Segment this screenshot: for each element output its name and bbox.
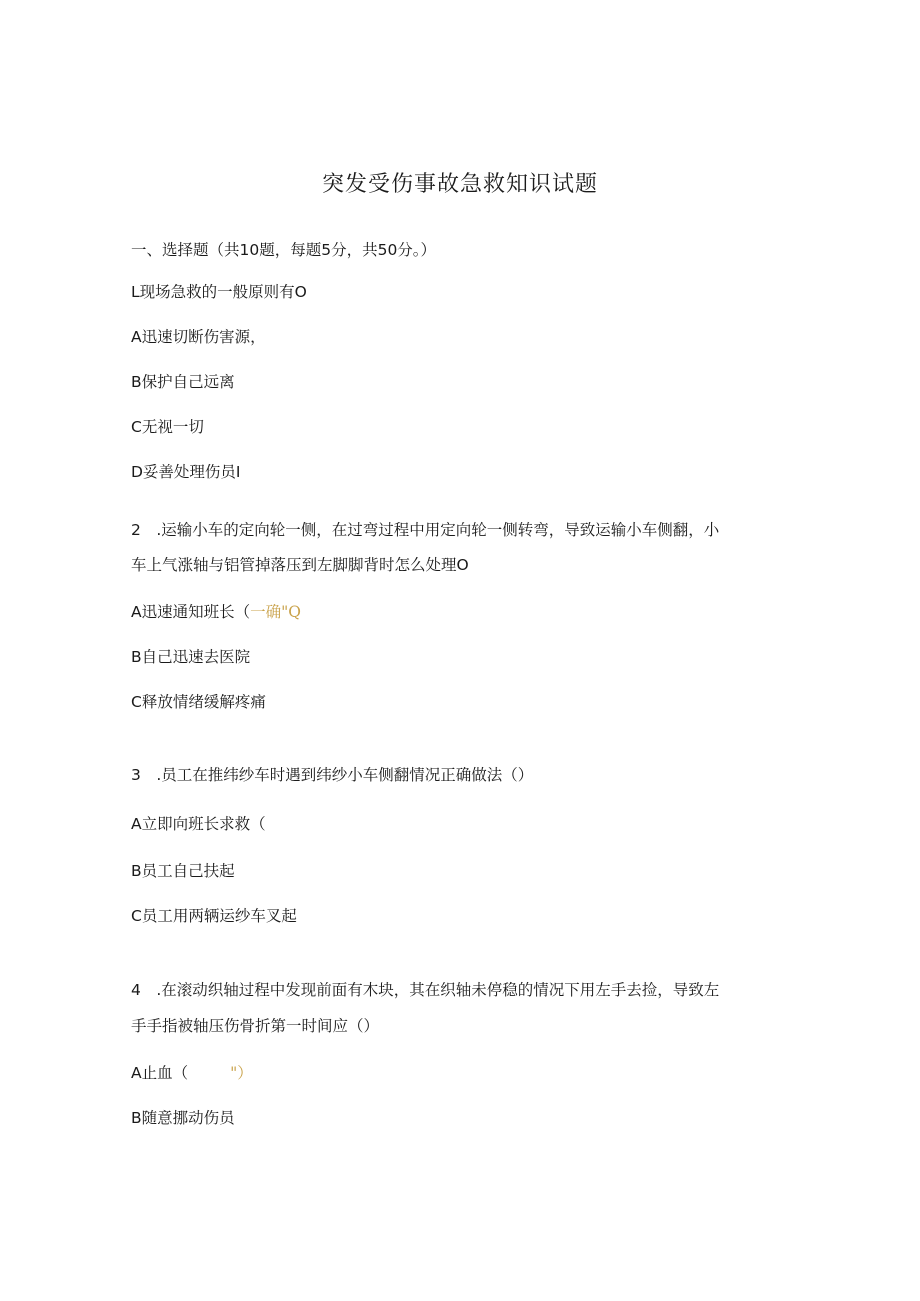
- q2-option-a: [131, 601, 301, 623]
- q2-option-b: B自己迅速去医院: [131, 648, 251, 666]
- q1-option-c: C无视一切: [131, 418, 204, 436]
- question-1-stem: L现场急救的一般原则有O: [131, 283, 307, 301]
- q4-option-b: B随意挪动伤员: [131, 1109, 235, 1127]
- question-2-stem-line-1: 2 .运输小车的定向轮一侧，在过弯过程中用定向轮一侧转弯，导致运输小车侧翻，小: [131, 521, 720, 539]
- q4-option-a: [131, 1062, 253, 1084]
- q1-option-d: D妥善处理伤员I: [131, 463, 241, 481]
- question-2-stem-line-2: 车上气涨轴与铝管掉落压到左脚脚背时怎么处理O: [131, 556, 469, 574]
- question-4-stem-line-1: 4 .在滚动织轴过程中发现前面有木块，其在织轴未停稳的情况下用左手去捡，导致左: [131, 981, 720, 999]
- section-heading: 一、选择题（共10题，每题5分，共50分。）: [131, 241, 437, 259]
- page-title: 突发受伤事故急救知识试题: [321, 172, 598, 197]
- question-3-stem: 3 .员工在推纬纱车时遇到纬纱小车侧翻情况正确做法（）: [131, 766, 534, 784]
- q4-option-a-answer-mark: "）: [230, 1064, 253, 1082]
- q4-option-a-text: A止血（: [131, 1064, 189, 1082]
- q2-option-c: C释放情绪缓解疼痛: [131, 693, 266, 711]
- q2-option-a-answer-mark: 一确"Q: [250, 603, 301, 621]
- q1-option-a: A迅速切断伤害源，: [131, 328, 266, 346]
- q3-option-c: C员工用两辆运纱车叉起: [131, 907, 297, 925]
- q3-option-a: A立即向班长求救（: [131, 815, 266, 833]
- q3-option-b: B员工自己扶起: [131, 862, 235, 880]
- q1-option-b: B保护自己远离: [131, 373, 235, 391]
- q2-option-a-text: A迅速通知班长（: [131, 603, 251, 621]
- question-4-stem-line-2: 手手指被轴压伤骨折第一时间应（）: [131, 1017, 380, 1035]
